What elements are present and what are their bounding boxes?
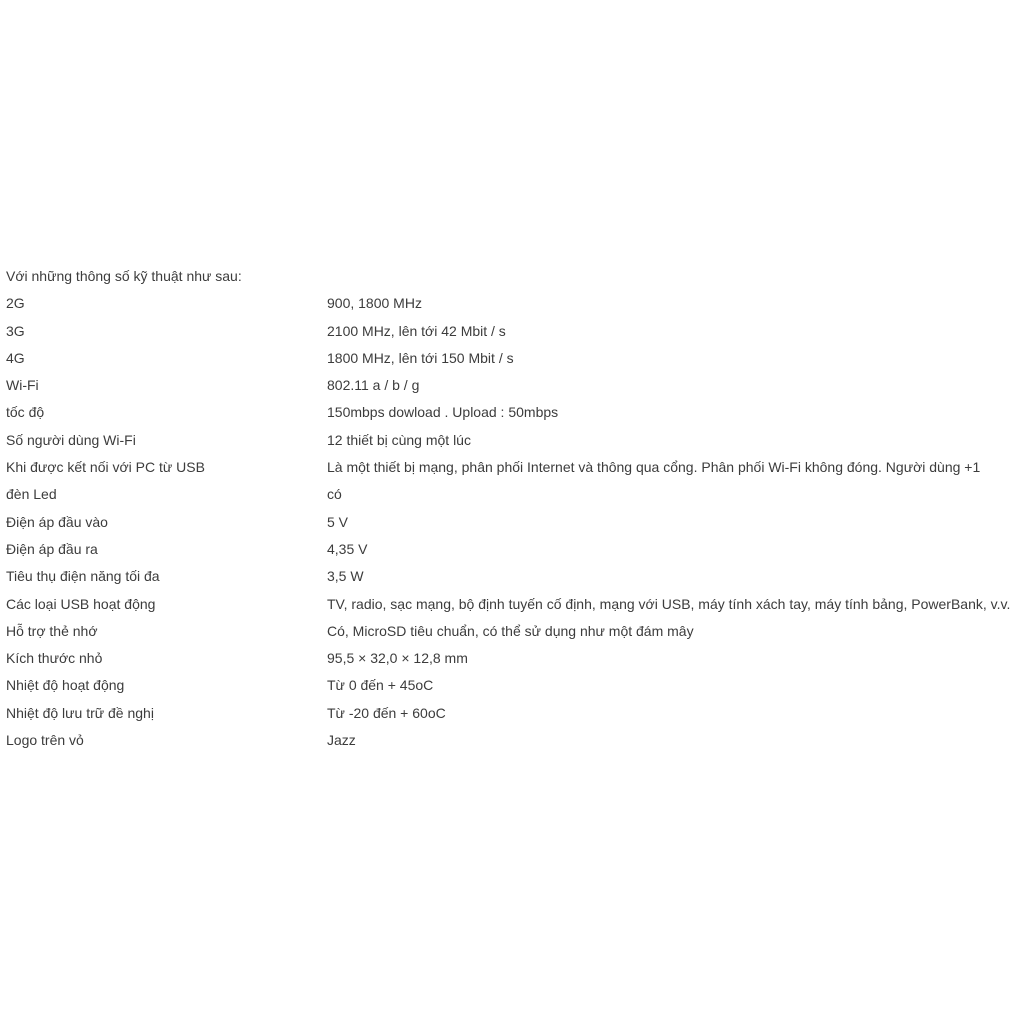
spec-row-wifi-users xyxy=(6,430,1022,457)
spec-label: Nhiệt độ hoạt động xyxy=(6,677,125,694)
spec-value: 95,5 × 32,0 × 12,8 mm xyxy=(327,650,468,667)
spec-value: 900, 1800 MHz xyxy=(327,295,422,312)
spec-value: 2100 MHz, lên tới 42 Mbit / s xyxy=(327,322,506,339)
spec-row-input-voltage xyxy=(6,512,1022,539)
spec-row-4g xyxy=(6,348,1022,375)
spec-row-usb-pc xyxy=(6,457,1022,484)
spec-label: Nhiệt độ lưu trữ đề nghị xyxy=(6,704,154,721)
spec-row-2g xyxy=(6,293,1022,320)
spec-label: tốc độ xyxy=(6,404,45,421)
spec-value: 150mbps dowload . Upload : 50mbps xyxy=(327,404,559,421)
spec-label: Số người dùng Wi-Fi xyxy=(6,431,136,448)
spec-label: Logo trên vỏ xyxy=(6,732,84,749)
spec-value: Từ -20 đến + 60oC xyxy=(327,704,446,721)
spec-row-storage-temp xyxy=(6,703,1022,730)
spec-row-usb-types xyxy=(6,594,1022,621)
spec-value: TV, radio, sạc mạng, bộ định tuyến cố định, mạng với USB, máy tính xách tay, máy tính bảng, PowerBank, v.v. xyxy=(327,595,1011,612)
spec-label: Wi-Fi xyxy=(6,377,39,394)
spec-value: 802.11 a / b / g xyxy=(327,377,420,394)
spec-row-operating-temp xyxy=(6,675,1022,702)
spec-row-speed xyxy=(6,402,1022,429)
spec-label: 2G xyxy=(6,295,25,312)
spec-value: 4,35 V xyxy=(327,540,368,557)
spec-label: 3G xyxy=(6,322,25,339)
spec-label: Hỗ trợ thẻ nhớ xyxy=(6,622,98,639)
spec-value: Có, MicroSD tiêu chuẩn, có thể sử dụng như một đám mây xyxy=(327,622,694,639)
spec-row-memory-card xyxy=(6,621,1022,648)
intro-text: Với những thông số kỹ thuật như sau: xyxy=(6,268,242,284)
spec-label: Các loại USB hoạt động xyxy=(6,595,156,612)
spec-value: 5 V xyxy=(327,513,349,530)
spec-row-max-power xyxy=(6,566,1022,593)
spec-value: 1800 MHz, lên tới 150 Mbit / s xyxy=(327,349,514,366)
spec-row-wifi xyxy=(6,375,1022,402)
spec-row-size xyxy=(6,648,1022,675)
spec-label: 4G xyxy=(6,349,25,366)
spec-row-3g xyxy=(6,321,1022,348)
spec-value: 3,5 W xyxy=(327,568,364,585)
spec-row-output-voltage xyxy=(6,539,1022,566)
spec-label: Khi được kết nối với PC từ USB xyxy=(6,459,205,476)
spec-label: đèn Led xyxy=(6,486,57,503)
spec-label: Điện áp đầu ra xyxy=(6,540,98,557)
spec-value: Jazz xyxy=(327,732,356,749)
spec-value: Là một thiết bị mạng, phân phối Internet và thông qua cổng. Phân phối Wi-Fi không đóng. Người dùng +1 xyxy=(327,459,981,476)
spec-value: có xyxy=(327,486,342,503)
spec-label: Tiêu thụ điện năng tối đa xyxy=(6,568,160,585)
spec-label: Kích thước nhỏ xyxy=(6,650,103,667)
spec-row-led xyxy=(6,484,1022,511)
spec-row-logo xyxy=(6,730,1022,757)
spec-value: Từ 0 đến + 45oC xyxy=(327,677,434,694)
spec-value: 12 thiết bị cùng một lúc xyxy=(327,431,471,448)
spec-table xyxy=(6,266,1022,757)
spec-label: Điện áp đầu vào xyxy=(6,513,108,530)
